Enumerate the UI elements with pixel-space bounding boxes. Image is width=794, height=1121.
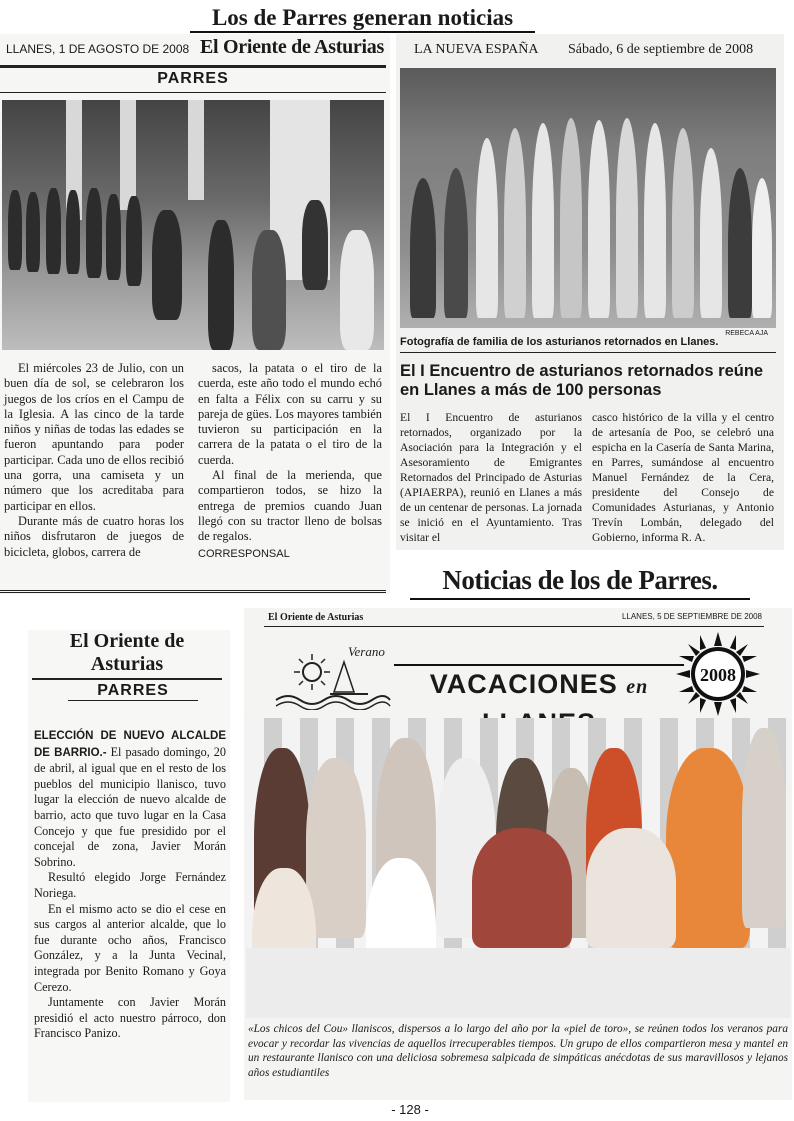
- diner-figure: [586, 828, 676, 948]
- photo-caption: «Los chicos del Cou» llaniscos, dispersos a lo largo del año por la «piel de toro», se reúnen todos los veranos para evocar y recordar las vivencias de aquellos irrecuperables tiempos. Un grupo de ellos compartieron mesa y mantel en un restaurante llanisco con una deliciosa sobremesa salpicada de simpáticas anécdotas de sus maravillosos y lejanos años estudiantiles: [248, 1023, 788, 1079]
- children-games-photo: [2, 100, 384, 350]
- page-title: Los de Parres generan noticias: [190, 3, 535, 33]
- section-title: Noticias de los de Parres.: [410, 560, 750, 600]
- banner-word: en: [626, 676, 649, 698]
- restaurant-group-photo: [246, 718, 790, 1018]
- divider: [264, 626, 764, 627]
- verano-logo-icon: [272, 642, 392, 710]
- dateline: LLANES, 1 DE AGOSTO DE 2008: [6, 42, 190, 56]
- dateline: Sábado, 6 de septiembre de 2008: [568, 42, 754, 57]
- person-figure: [560, 118, 582, 318]
- divider: [0, 92, 386, 93]
- person-figure: [700, 148, 722, 318]
- column-pillar: [120, 100, 136, 210]
- child-figure: [8, 190, 22, 270]
- newspaper-name: El Oriente de Asturias: [268, 612, 364, 623]
- article-paragraph: Durante más de cuatro horas los niños disfrutaron de juegos de bicicleta, globos, carrera de: [4, 513, 184, 559]
- article-column-1: [4, 361, 184, 560]
- logo-text: Verano: [348, 644, 385, 659]
- article-text: El pasado domingo, 20 de abril, al igual que en el resto de los pueblos del municipio llanisco, tuvo lugar la elección de nuevo alcalde de barrio, acto que tuvo lugar en la Casa Concejo y que fue presidido por el concejal de zona, Javier Morán Sobrino.: [34, 744, 226, 869]
- article-paragraph: sacos, la patata o el tiro de la cuerda, este año todo el mundo echó en falta a Félix con su carru y su pareja de gües. Los mayores también tuvieron su participación en la carrera de la patata o el tiro de la cuerda.: [198, 361, 382, 467]
- dateline: LLANES, 5 DE SEPTIEMBRE DE 2008: [621, 612, 762, 621]
- article-column-2: [198, 361, 382, 562]
- article-column-1: El I Encuentro de asturianos retornados, organizado por la Asociación para la Integración y el Asesoramiento de Emigrantes Retornados del Principado de Asturias (APIAERPA), reunió en Llanes a más de un centenar de personas. La jornada se inició en el Ayuntamiento. Tras visitar el: [400, 411, 582, 544]
- person-figure: [444, 168, 468, 318]
- child-figure: [26, 192, 40, 272]
- person-figure: [752, 178, 772, 318]
- newspaper-name: LA NUEVA ESPAÑA: [414, 42, 539, 57]
- diner-figure: [472, 828, 572, 948]
- child-figure: [152, 210, 182, 320]
- page-number: - 128 -: [391, 1102, 429, 1117]
- clipping-oriente-parres-juegos: [0, 34, 390, 594]
- diner-figure: [306, 758, 366, 938]
- photo-caption: Fotografía de familia de los asturianos retornados en Llanes.: [400, 336, 776, 353]
- child-figure: [126, 196, 142, 286]
- person-figure: [672, 128, 694, 318]
- byline: CORRESPONSAL: [198, 547, 290, 560]
- child-figure: [302, 200, 328, 290]
- article-paragraph: En el mismo acto se dio el cese en sus cargos al anterior alcalde, que lo fue durante ocho años, Francisco González, y a la Junta Vecinal, integrada por Benito Romano y Goya Cerezo.: [34, 901, 226, 994]
- article-headline: El I Encuentro de asturianos retornados reúne en Llanes a más de 100 personas: [400, 362, 764, 399]
- section-heading: PARRES: [68, 682, 198, 701]
- child-figure: [66, 190, 80, 274]
- article-paragraph: El miércoles 23 de Julio, con un buen día de sol, se celebraron los juegos de los críos en el Campu de la Iglesia. A las cinco de la tarde niños y niñas de todas las edades se fueron apuntando para poder participar. Cada uno de ellos recibió una gorra, una camiseta y un número que los acreditaba para participar en ellos.: [4, 361, 184, 513]
- person-figure: [616, 118, 638, 318]
- article-paragraph: Resultó elegido Jorge Fernández Noriega.: [34, 870, 226, 900]
- divider: [0, 590, 386, 593]
- article-paragraph: Al final de la merienda, que compartieron todos, se hizo la entrega de premios cuando Juan llegó con su tractor lleno de bolsas de regalos.: [198, 468, 382, 544]
- person-figure: [504, 128, 526, 318]
- divider: [0, 65, 386, 68]
- diner-figure: [742, 728, 786, 928]
- clipping-nueva-espana-encuentro: [396, 34, 784, 550]
- person-figure: [410, 178, 436, 318]
- dining-table: [246, 948, 790, 1018]
- section-heading: PARRES: [157, 70, 229, 87]
- group-photo-retornados: [400, 68, 776, 328]
- article-body: [34, 728, 226, 1042]
- article-lead: ELECCIÓN DE NUEVO ALCALDE DE BARRIO.-: [34, 730, 226, 759]
- sun-2008-icon: [676, 632, 760, 716]
- child-figure: [86, 188, 102, 278]
- person-figure: [588, 120, 610, 318]
- article-paragraph: [34, 728, 226, 870]
- child-figure: [106, 194, 121, 280]
- article-column-2: casco histórico de la villa y el centro de artesanía de Poo, se celebró una espicha en la Casería de Santa Marina, en Parres, sumándose al encuentro Manuel Fernández de la Cera, presidente del Consejo de Comunidades Asturianas, y Antonio Trevín Lombán, delegado del Gobierno, informa R. A.: [592, 411, 774, 544]
- person-figure: [476, 138, 498, 318]
- child-figure: [46, 188, 61, 274]
- diner-figure: [666, 748, 750, 948]
- newspaper-masthead: El Oriente de Asturias: [32, 630, 222, 680]
- photo-credit: REBECA AJA: [725, 330, 768, 337]
- child-figure: [340, 230, 374, 350]
- child-figure: [208, 220, 234, 350]
- article-paragraph: Juntamente con Javier Morán presidió el acto nuestro párroco, don Francisco Panizo.: [34, 995, 226, 1041]
- newspaper-masthead: El Oriente de Asturias: [200, 36, 384, 58]
- clipping-oriente-alcalde-barrio: [28, 630, 230, 1102]
- banner-word: VACACIONES: [429, 669, 618, 699]
- child-figure: [252, 230, 286, 350]
- year-label: 2008: [700, 665, 736, 685]
- clipping-vacaciones-llanes: [244, 608, 792, 1100]
- person-figure: [532, 123, 554, 318]
- column-pillar: [188, 100, 204, 200]
- person-figure: [644, 123, 666, 318]
- person-figure: [728, 168, 752, 318]
